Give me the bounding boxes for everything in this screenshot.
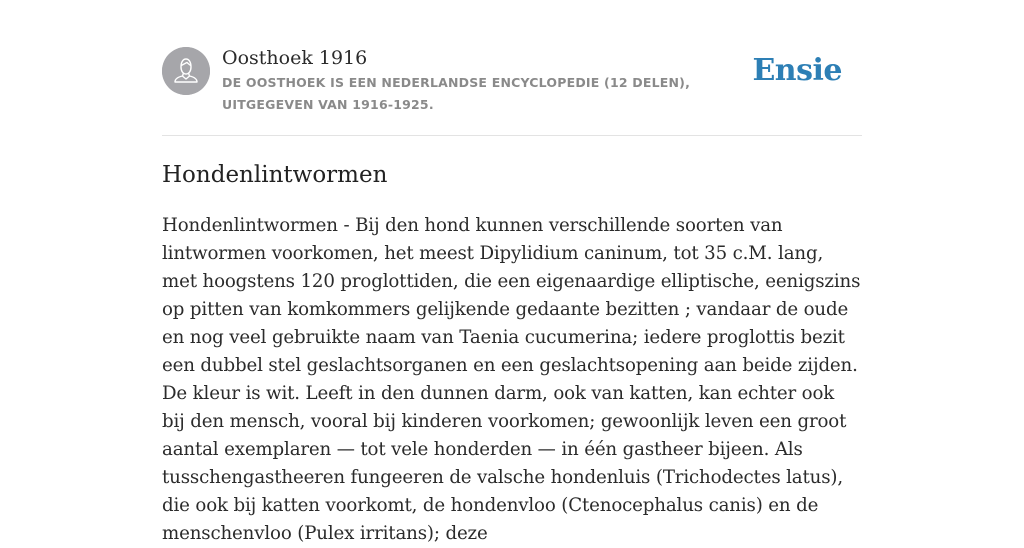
source-title[interactable]: Oosthoek 1916 <box>222 47 368 69</box>
source-header <box>162 46 862 136</box>
user-icon[interactable] <box>162 47 210 95</box>
brand-logo[interactable]: Ensie <box>752 53 842 88</box>
divider <box>162 135 862 136</box>
article-body: Hondenlintwormen - Bij den hond kunnen verschillende soorten van lintwormen voorkomen, het meest Dipylidium caninum, tot 35 c.M. lang, met hoogstens 120 proglottiden, die een eigenaardige elliptische, eenigszins op pitten van komkommers gelijkende gedaante bezitten ; vandaar de oude en nog veel gebruikte naam van Taenia cucumerina; iedere proglottis bezit een dubbel stel geslachtsorganen en een geslachtsopening aan beide zijden. De kleur is wit. Leeft in den dunnen darm, ook van katten, kan echter ook bij den mensch, vooral bij kinderen voorkomen; gewoonlijk leven een groot aantal exemplaren — tot vele honderden — in één gastheer bijeen. Als tusschengastheeren fungeeren de valsche hondenluis (Trichodectes latus), die ook bij katten voorkomt, de hondenvloo (Ctenocephalus canis) en de menschenvloo (Pulex irritans); deze <box>162 215 861 544</box>
article-title: Hondenlintwormen <box>162 162 388 188</box>
source-description: DE OOSTHOEK IS EEN NEDERLANDSE ENCYCLOPEDIE (12 DELEN), UITGEGEVEN VAN 1916-1925. <box>222 75 691 112</box>
